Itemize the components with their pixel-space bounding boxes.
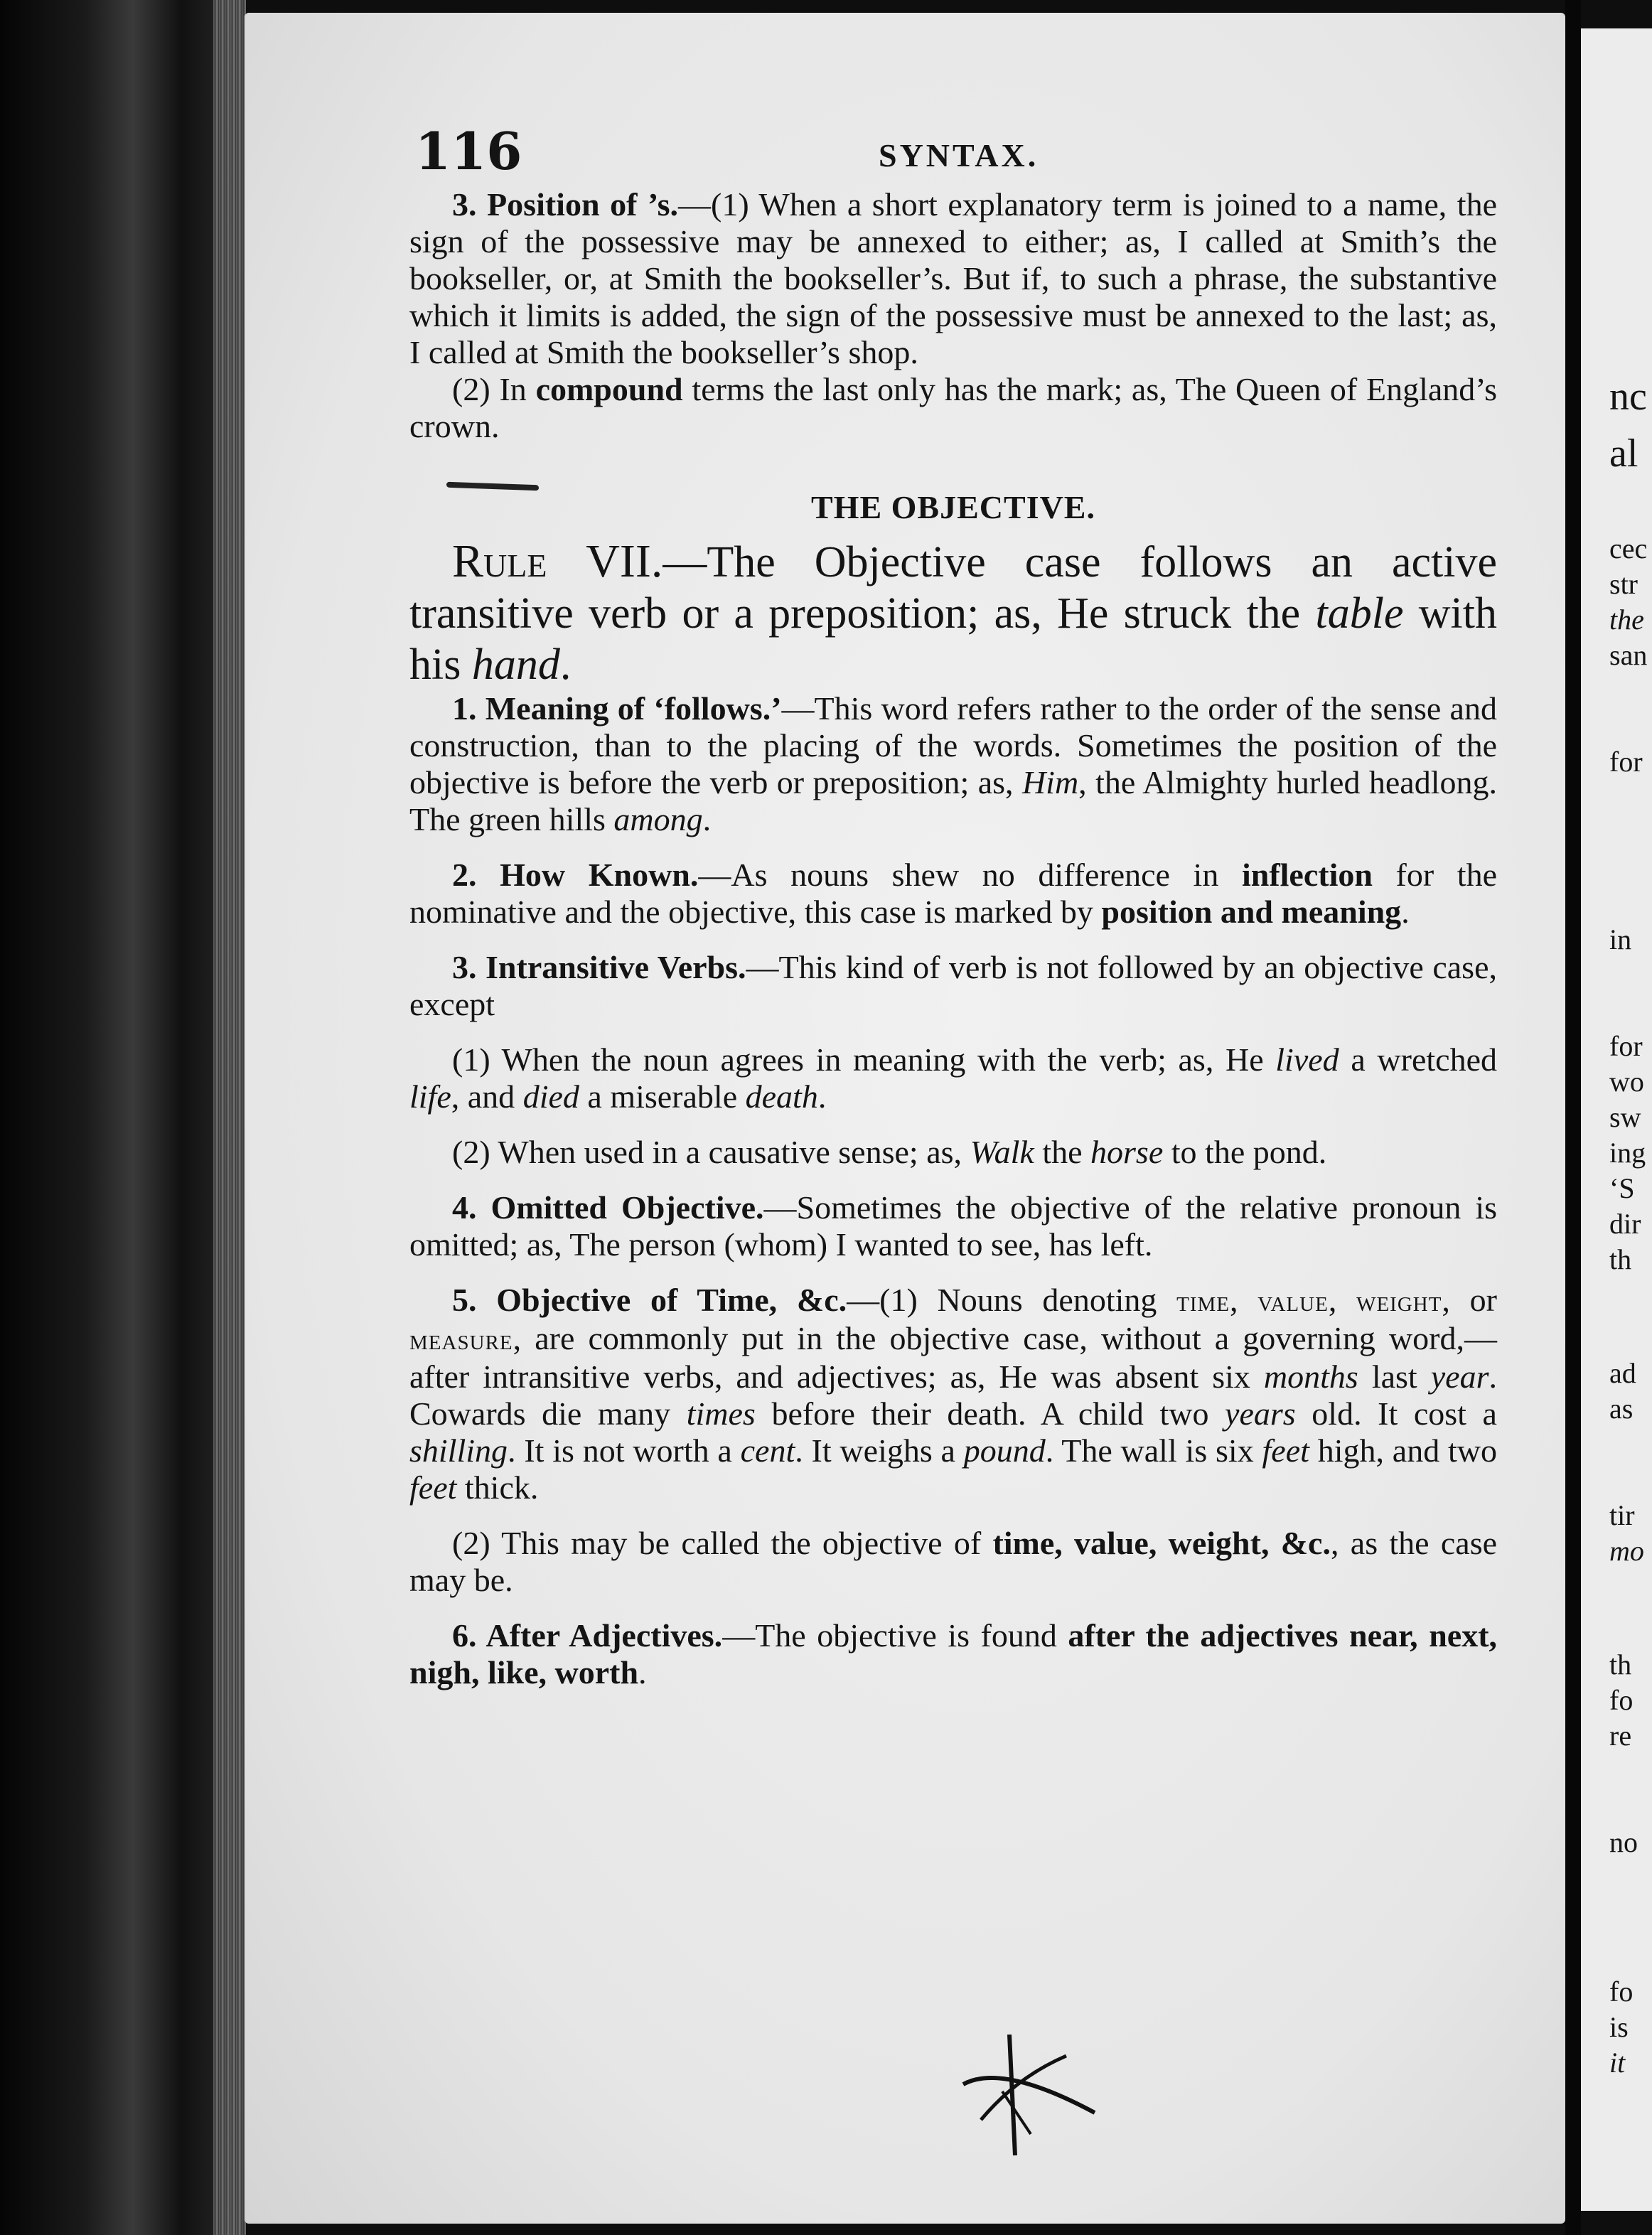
page-header — [415, 121, 1481, 181]
facing-fragment: al — [1609, 432, 1638, 476]
paragraph-after-adjectives: 6. After Adjectives.—The objective is found after the adjectives near, next, nigh, like, worth. — [409, 1617, 1498, 1690]
facing-fragment: as — [1609, 1393, 1634, 1425]
facing-fragment: str — [1609, 568, 1638, 600]
facing-fragment: it — [1609, 2047, 1626, 2079]
paragraph-heading: 6. After Adjectives. — [452, 1617, 723, 1654]
facing-fragment: th — [1609, 1649, 1632, 1681]
facing-fragment: ad — [1609, 1357, 1636, 1389]
running-title: SYNTAX. — [879, 137, 1039, 173]
paragraph-heading: 3. Position of ’s. — [452, 186, 679, 223]
facing-fragment: sw — [1609, 1101, 1641, 1133]
facing-fragment: is — [1609, 2011, 1629, 2043]
paragraph-intransitive-verbs: 3. Intransitive Verbs.—This kind of verb is not followed by an objective case, except — [409, 949, 1497, 1022]
facing-fragment: for — [1609, 746, 1643, 778]
paragraph-heading: 5. Objective of Time, &c. — [452, 1282, 847, 1318]
paragraph-intransitive-case-2: (2) When used in a causative sense; as, Walk the horse to the pond. — [452, 1134, 1327, 1170]
page-gutter — [1565, 0, 1581, 2235]
paragraph-objective-of-time: 5. Objective of Time, &c.—(1) Nouns denoting time, value, weight, or measure, are commonly put in the objective case, without a governing word,—after intransitive verbs, and adjectives; as, He was absent six months last year. Cowards die many times before their death. A child two years old. It cost a shilling. It is not worth a cent. It weighs a pound. The wall is six feet high, and two feet thick. — [409, 1282, 1497, 1506]
facing-fragment: dir — [1609, 1208, 1641, 1240]
section-title: THE OBJECTIVE. — [811, 489, 1095, 525]
facing-fragment: in — [1609, 923, 1632, 955]
ink-scribble-mark — [960, 2035, 1102, 2162]
facing-fragment: cec — [1609, 532, 1648, 564]
paragraph-omitted-objective: 4. Omitted Objective.—Sometimes the objective of the relative pronoun is omitted; as, The person (whom) I wanted to see, has left. — [409, 1189, 1498, 1263]
facing-fragment: fo — [1609, 1684, 1634, 1716]
book-spine — [0, 0, 242, 2235]
facing-fragment: th — [1609, 1243, 1632, 1275]
page-edges — [213, 0, 246, 2235]
facing-fragment: for — [1609, 1030, 1643, 1062]
paragraph-heading: 2. How Known. — [452, 857, 699, 893]
paragraph-objective-of-time-2: (2) This may be called the objective of time, value, weight, &c., as the case may be. — [409, 1525, 1498, 1598]
facing-fragment: san — [1609, 639, 1648, 671]
paragraph-intransitive-case-1: (1) When the noun agrees in meaning with the verb; as, He lived a wretched life, and died a miserable death. — [409, 1041, 1497, 1115]
facing-fragment: wo — [1609, 1066, 1644, 1098]
paragraph-compound-terms: (2) In compound terms the last only has the mark; as, The Queen of England’s crown. — [409, 371, 1497, 444]
facing-fragment: no — [1609, 1826, 1638, 1858]
rule-label: Rule VII. — [452, 535, 663, 587]
text-column — [409, 186, 1497, 1691]
facing-fragment: ‘S — [1609, 1172, 1635, 1204]
facing-fragment: re — [1609, 1720, 1632, 1752]
page-number: 116 — [415, 121, 522, 181]
paragraph-heading: 4. Omitted Objective. — [452, 1189, 764, 1226]
paragraph-meaning-of-follows: 1. Meaning of ‘follows.’—This word refers rather to the order of the sense and construction, than to the placing of the words. Sometimes the position of the objective is before the verb or preposition; as, Him, the Almighty hurled headlong. The green hills among. — [409, 690, 1497, 837]
facing-fragment: fo — [1609, 1976, 1634, 2008]
paragraph-position-of-s: 3. Position of ’s.—(1) When a short explanatory term is joined to a name, the sign of the possessive may be annexed to either; as, I called at Smith’s the bookseller, or, at Smith the bookseller’s. But if, to such a phrase, the substantive which it limits is added, the sign of the possessive must be annexed to the last; as, I called at Smith the bookseller’s shop. — [409, 186, 1498, 370]
facing-fragment: tir — [1609, 1499, 1635, 1531]
paragraph-heading: 3. Intransitive Verbs. — [452, 949, 746, 985]
rule-statement: Rule VII.—The Objective case follows an active transitive verb or a preposition; as, He struck the table with his hand. — [409, 535, 1497, 689]
paragraph-how-known: 2. How Known.—As nouns shew no difference in inflection for the nominative and the objective, this case is marked by position and meaning. — [409, 857, 1497, 930]
facing-page-edge — [1581, 28, 1652, 2211]
facing-fragment: mo — [1609, 1535, 1644, 1567]
facing-fragment: ing — [1609, 1137, 1646, 1169]
facing-fragment: nc — [1609, 375, 1647, 419]
paragraph-heading: 1. Meaning of ‘follows.’ — [452, 690, 782, 727]
facing-fragment: the — [1609, 604, 1644, 636]
